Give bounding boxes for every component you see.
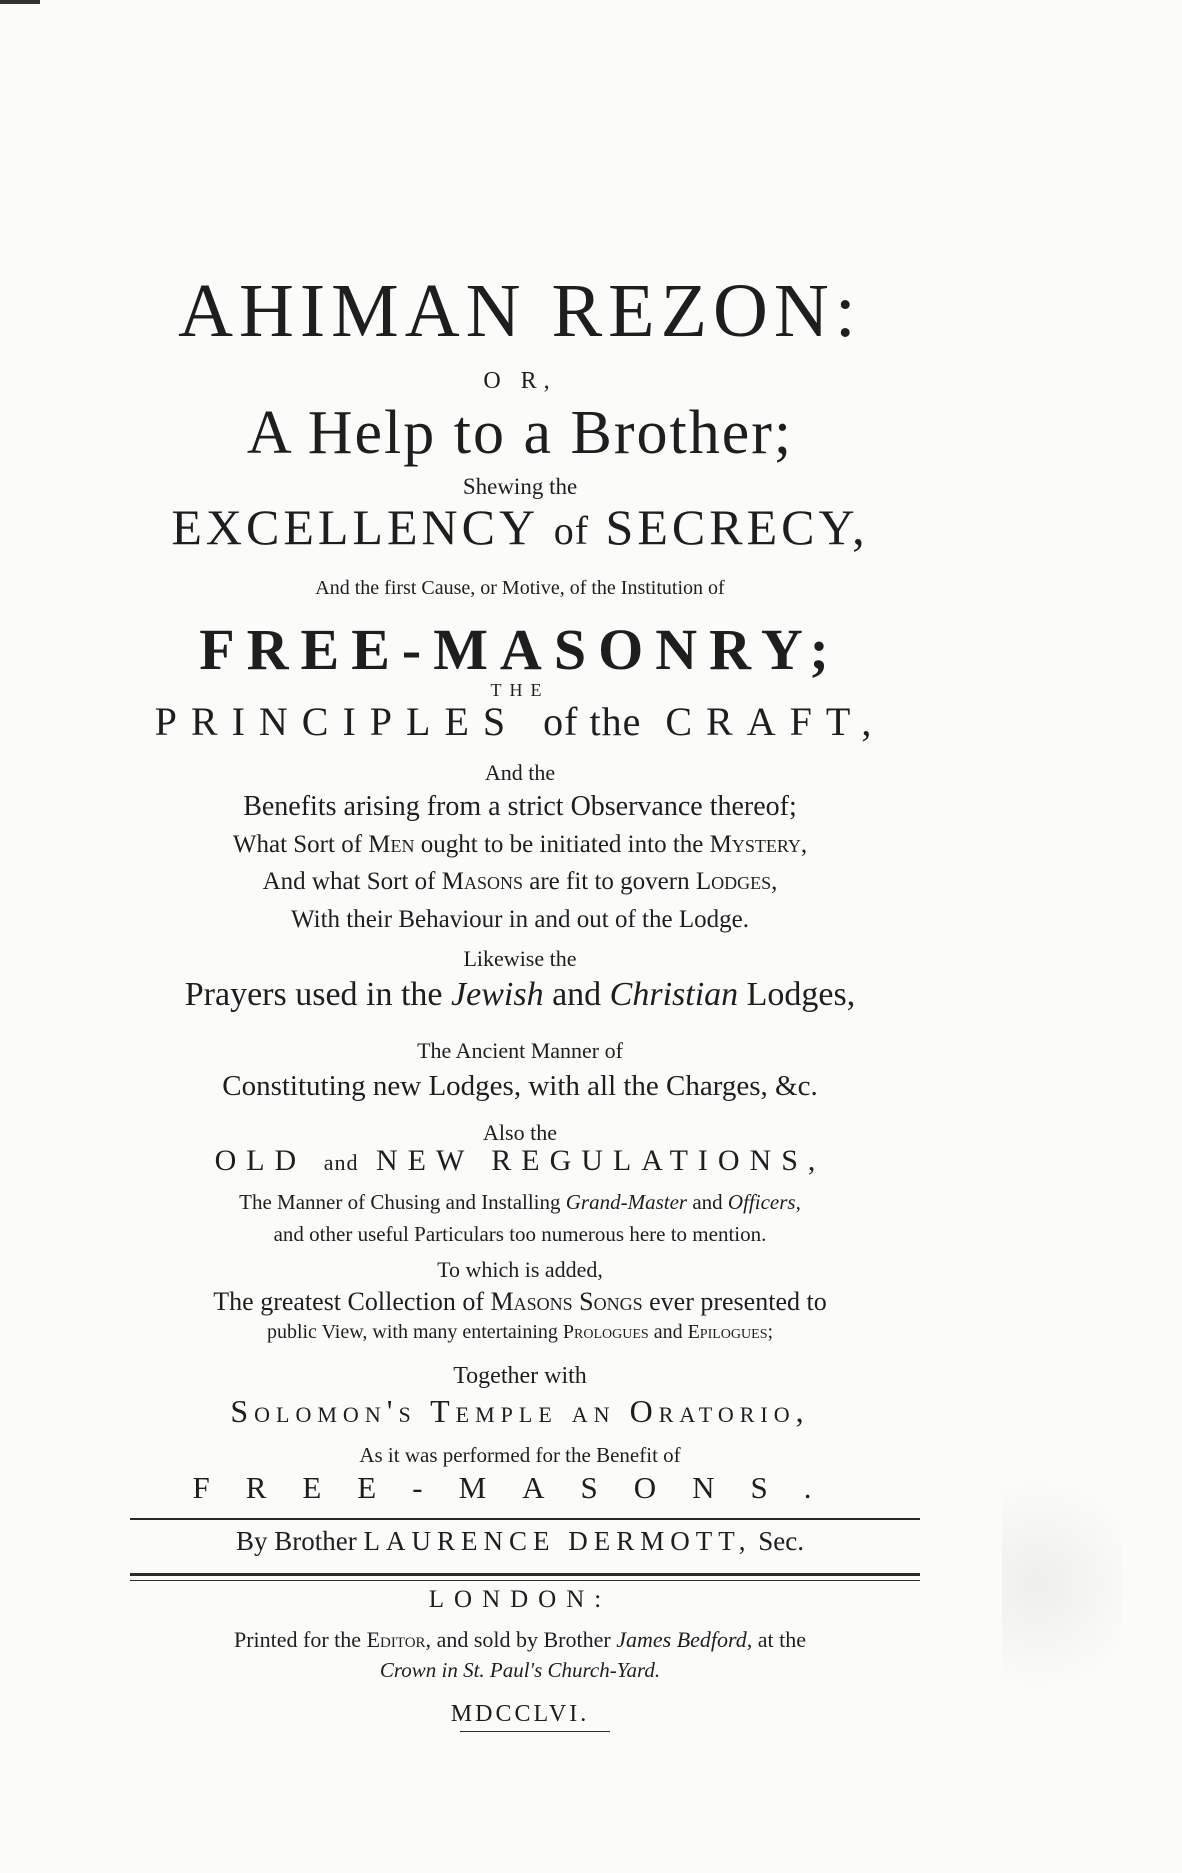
what-men-line <box>100 831 940 859</box>
new-word: NEW <box>375 1144 474 1177</box>
collection-a: The greatest Collection of <box>213 1287 485 1316</box>
the-line: THE <box>490 680 550 700</box>
excellency-of: of <box>553 508 590 553</box>
principles-word: PRINCIPLES <box>154 699 520 744</box>
masons-word: Masons <box>441 868 523 895</box>
performed-line: As it was performed for the Benefit of <box>359 1443 681 1467</box>
printed-a: Printed for the <box>233 1627 362 1652</box>
likewise-line: Likewise the <box>463 946 577 971</box>
rule-above-author <box>130 1518 920 1520</box>
james-bedford: James Bedford, <box>616 1627 753 1652</box>
grand-master-word: Grand-Master <box>565 1190 688 1214</box>
imprint-line <box>100 1627 940 1653</box>
to-which-line: To which is added, <box>437 1257 603 1282</box>
officers-word: Officers, <box>727 1190 801 1214</box>
imprint-date: MDCCLVI. <box>450 1701 590 1727</box>
benefits-line: Benefits arising from a strict Observance thereof; <box>243 791 797 822</box>
epilogues-word: Epilogues; <box>687 1321 774 1343</box>
excellency-word: EXCELLENCY <box>171 499 538 555</box>
imprint-address: Crown in St. Paul's Church-Yard. <box>379 1658 661 1682</box>
author-name: LAURENCE DERMOTT, <box>363 1526 752 1556</box>
rule-above-date <box>460 1731 610 1732</box>
prayers-and: and <box>552 976 602 1013</box>
masons-songs-word: Masons Songs <box>490 1287 643 1316</box>
author-by: By Brother <box>236 1526 357 1556</box>
public-view-and: and <box>653 1321 683 1343</box>
regulations-word: REGULATIONS, <box>491 1144 826 1177</box>
old-word: OLD <box>214 1144 307 1177</box>
collection-line <box>100 1287 940 1317</box>
men-word: Men <box>368 831 415 858</box>
solomon-line <box>100 1393 940 1430</box>
paper-stain <box>1002 1480 1122 1740</box>
public-view-a: public View, with many entertaining <box>266 1321 558 1343</box>
principles-of-the: of the <box>543 699 642 744</box>
other-useful-line: and other useful Particulars too numerous here to mention. <box>273 1222 767 1246</box>
mystery-word: Mystery, <box>709 831 808 858</box>
double-rule-thick <box>130 1573 920 1576</box>
prayers-b: Lodges, <box>746 976 856 1013</box>
double-rule-thin <box>130 1580 920 1581</box>
and-the-line: And the <box>484 760 556 785</box>
corner-mark <box>0 0 40 4</box>
prayers-line <box>100 976 940 1014</box>
solomons-temple: Solomon's Temple <box>230 1393 558 1429</box>
printed-b: and sold by Brother <box>436 1627 611 1652</box>
chusing-a: The Manner of Chusing and Installing <box>239 1190 561 1214</box>
prayers-a: Prayers used in the <box>184 976 443 1013</box>
constituting-line: Constituting new Lodges, with all the Charges, &c. <box>222 1070 818 1102</box>
regulations-and: and <box>323 1150 359 1175</box>
excellency-line <box>100 498 940 556</box>
prologues-word: Prologues <box>562 1321 649 1343</box>
what-men-b: ought to be initiated into the <box>420 831 704 858</box>
shewing-line: Shewing the <box>462 474 578 499</box>
freemasons-line: FREE-MASONS. <box>192 1470 848 1505</box>
what-masons-b: are fit to govern <box>529 868 690 895</box>
book-title: AHIMAN REZON: <box>178 269 862 353</box>
solomon-an: an <box>571 1393 616 1429</box>
lodges-word: Lodges, <box>695 868 778 895</box>
editor-word: Editor, <box>366 1627 432 1652</box>
author-line <box>100 1526 940 1557</box>
or-line: O R, <box>483 368 557 394</box>
principles-line <box>100 698 940 745</box>
printed-c: at the <box>757 1627 807 1652</box>
secrecy-word: SECRECY, <box>605 499 869 555</box>
together-line: Together with <box>453 1363 587 1389</box>
craft-word: CRAFT, <box>665 699 886 744</box>
collection-b: ever presented to <box>649 1287 827 1316</box>
oratorio-word: Oratorio, <box>629 1393 810 1429</box>
what-men-a: What Sort of <box>232 831 363 858</box>
regulations-line <box>100 1144 940 1178</box>
what-masons-a: And what Sort of <box>262 868 436 895</box>
first-cause-line: And the first Cause, or Motive, of the Institution of <box>315 577 725 599</box>
public-view-line <box>100 1321 940 1344</box>
christian-word: Christian <box>609 976 739 1013</box>
subtitle: A Help to a Brother; <box>246 399 794 467</box>
also-the-line: Also the <box>483 1120 557 1145</box>
behaviour-line: With their Behaviour in and out of the Lodge. <box>291 906 749 933</box>
imprint-city: LONDON: <box>428 1586 612 1613</box>
ancient-manner-line: The Ancient Manner of <box>417 1038 623 1063</box>
author-sec: Sec. <box>758 1526 804 1556</box>
chusing-line <box>100 1190 940 1215</box>
freemasonry-heading: FREE-MASONRY; <box>199 617 841 682</box>
what-masons-line <box>100 868 940 896</box>
chusing-and: and <box>692 1190 723 1214</box>
jewish-word: Jewish <box>451 976 544 1013</box>
